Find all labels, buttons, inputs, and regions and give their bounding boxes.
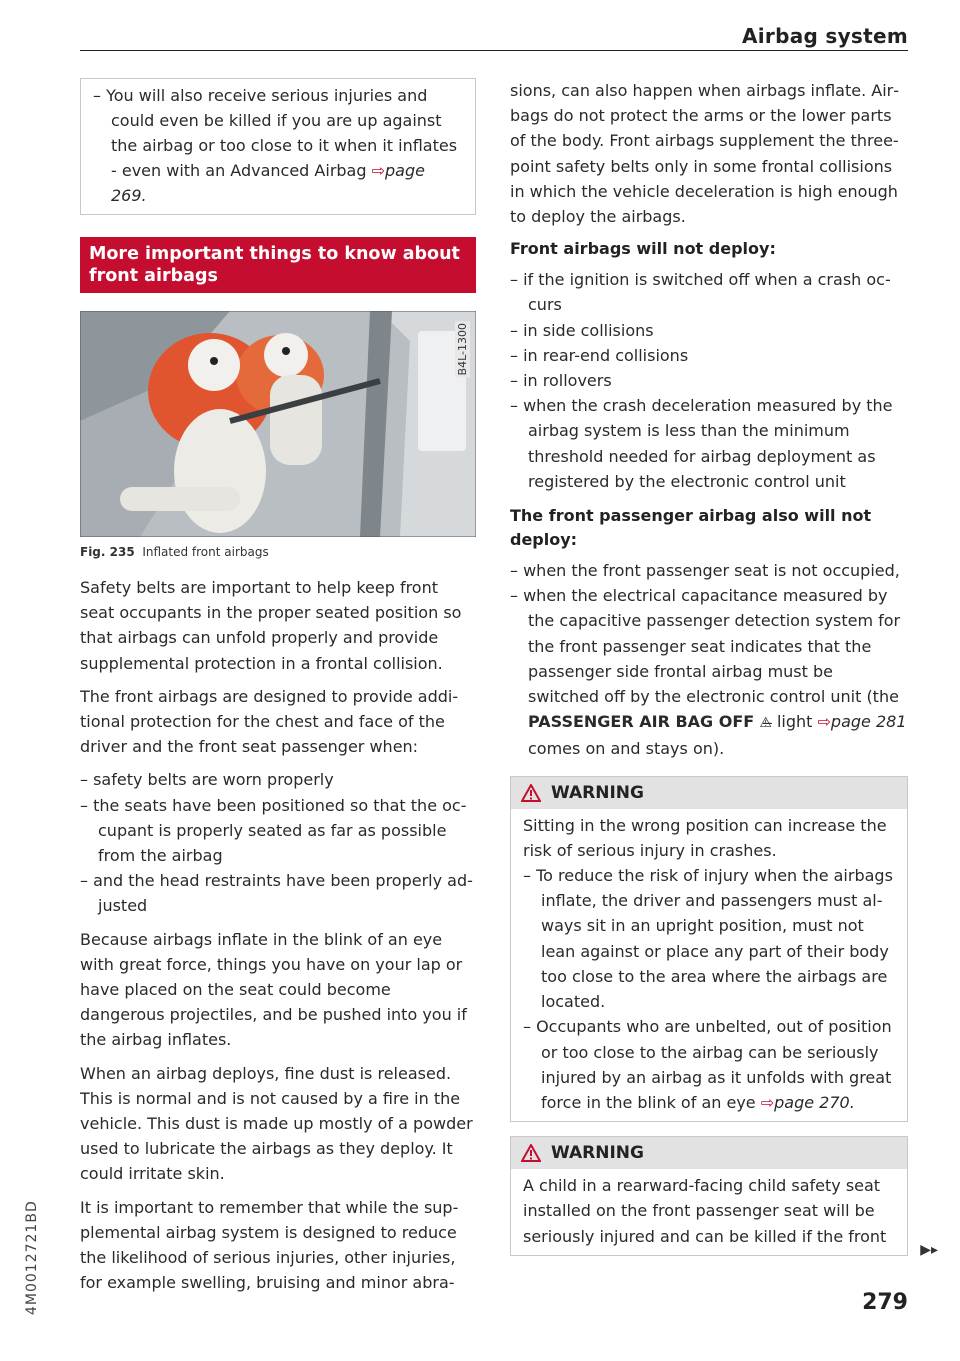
list-item: – and the head restraints have been properly adjusted xyxy=(80,871,473,916)
section-heading: More important things to know about front airbags xyxy=(80,237,476,293)
list-text: comes on and stays on). xyxy=(528,739,725,759)
warning-label: WARNING xyxy=(551,782,644,803)
paragraph: When an airbag deploys, fine dust is released. This is normal and is not caused by a fire in the vehicle. This dust is made up mostly of a powder used to lubricate the airbags as they deploy. It could irritate skin. xyxy=(80,1063,473,1184)
page-number: 279 xyxy=(862,1290,908,1315)
arrow-right-icon: ⇨ xyxy=(760,1092,775,1112)
subheading: Front airbags will not deploy: xyxy=(510,239,776,259)
side-code xyxy=(18,1150,48,1320)
list-item: – in rear-end collisions xyxy=(510,345,689,365)
indicator-name: PASSENGER AIR BAG OFF xyxy=(528,712,755,732)
list-text: – when the electrical capacitance measured by the capacitive passenger detection system for the front passenger seat indicates that the passenger side frontal airbag must be switched off by the electronic control unit (the xyxy=(510,586,901,707)
passenger-list xyxy=(510,558,908,762)
xref-link[interactable]: page 269. xyxy=(111,161,425,205)
warning-body xyxy=(511,1169,907,1255)
subheading: The front passenger airbag also will not deploy: xyxy=(510,506,872,550)
warning-body xyxy=(511,809,907,1121)
xref-link[interactable]: page 281 xyxy=(830,712,907,732)
figure-code: B4L-1300 xyxy=(456,323,469,376)
when-list xyxy=(80,767,476,918)
paragraph: sions, can also happen when airbags inflate. Airbags do not protect the arms or the lower parts of the body. Front airbags supplement the three-point safety belts only in some frontal collisions in which the vehicle deceleration is high enough to deploy the airbags. xyxy=(510,81,900,227)
warning-header xyxy=(511,777,907,809)
paragraph: It is important to remember that while the supplemental airbag system is designed to reduce the likelihood of serious injuries, other injuries, for example swelling, bruising and minor abra- xyxy=(80,1197,459,1293)
airbag-illustration xyxy=(80,311,476,537)
list-item: – when the front passenger seat is not occupied, xyxy=(510,561,900,581)
list-text: – Occupants who are unbelted, out of position or too close to the airbag can be seriously injured by an airbag as it unfolds with great force in the blink of an eye xyxy=(523,1017,892,1112)
paragraph: The front airbags are designed to provide additional protection for the chest and face of the driver and the front seat passenger when: xyxy=(80,686,459,757)
warning-text: A child in a rearward-facing child safety seat installed on the front passenger seat will be seriously injured and can be killed if the front xyxy=(523,1176,887,1246)
warning-text: Sitting in the wrong position can increase the risk of serious injury in crashes. xyxy=(523,815,887,860)
left-column xyxy=(80,78,476,1303)
caption-text: Inflated front airbags xyxy=(142,545,269,559)
warning-box xyxy=(510,1136,908,1256)
list-item: – the seats have been positioned so that the occupant is properly seated as far as possible from the airbag xyxy=(80,795,467,866)
list-item: – To reduce the risk of injury when the airbags inflate, the driver and passengers must always sit in an upright position, must not lean against or place any part of their body too close to the area where the airbags are located. xyxy=(523,866,893,1012)
note-item-text: – You will also receive serious injuries and could even be killed if you are up against the airbag or too close to it when it inflates - even with an Advanced Airbag xyxy=(93,86,458,180)
list-item xyxy=(510,583,908,761)
continued-note-box xyxy=(80,78,476,215)
arrow-right-icon: ⇨ xyxy=(817,712,831,732)
list-item: – when the crash deceleration measured by the airbag system is less than the minimum threshold needed for airbag deployment as registered by the electronic control unit xyxy=(510,396,893,491)
section-title: Airbag system xyxy=(742,24,908,48)
not-deploy-list xyxy=(510,267,908,494)
list-item: – safety belts are worn properly xyxy=(80,770,334,790)
xref-link[interactable]: page 270. xyxy=(774,1092,855,1112)
figure-caption xyxy=(80,545,476,559)
paragraph: Because airbags inflate in the blink of an eye with great force, things you have on your lap or have placed on the seat could become dangerous projectiles, and be pushed into you if the airbag inflates. xyxy=(80,929,467,1050)
warning-triangle-icon xyxy=(521,784,541,802)
warning-header xyxy=(511,1137,907,1169)
list-item: – in side collisions xyxy=(510,320,654,340)
figure-inflated-airbags xyxy=(80,311,476,537)
list-item: – in rollovers xyxy=(510,371,612,391)
list-item: – if the ignition is switched off when a crash occurs xyxy=(510,270,891,315)
paragraph: Safety belts are important to help keep front seat occupants in the proper seated position so that airbags can unfold properly and provide supplemental protection in a frontal collision. xyxy=(80,578,462,673)
continue-arrow-icon: ▶▸ xyxy=(920,1242,938,1258)
airbag-off-icon: ⚠̶ xyxy=(759,715,772,732)
warning-triangle-icon xyxy=(521,1144,541,1162)
list-text: light xyxy=(771,712,818,732)
note-item xyxy=(93,83,463,208)
caption-label: Fig. 235 xyxy=(80,545,135,559)
right-column xyxy=(510,78,908,1256)
warning-label: WARNING xyxy=(551,1143,644,1164)
arrow-right-icon: ⇨ xyxy=(371,161,385,180)
header-rule xyxy=(80,50,908,51)
side-code-text: 4M0012721BD xyxy=(24,1200,40,1315)
list-item xyxy=(523,1014,895,1115)
warning-box xyxy=(510,776,908,1122)
